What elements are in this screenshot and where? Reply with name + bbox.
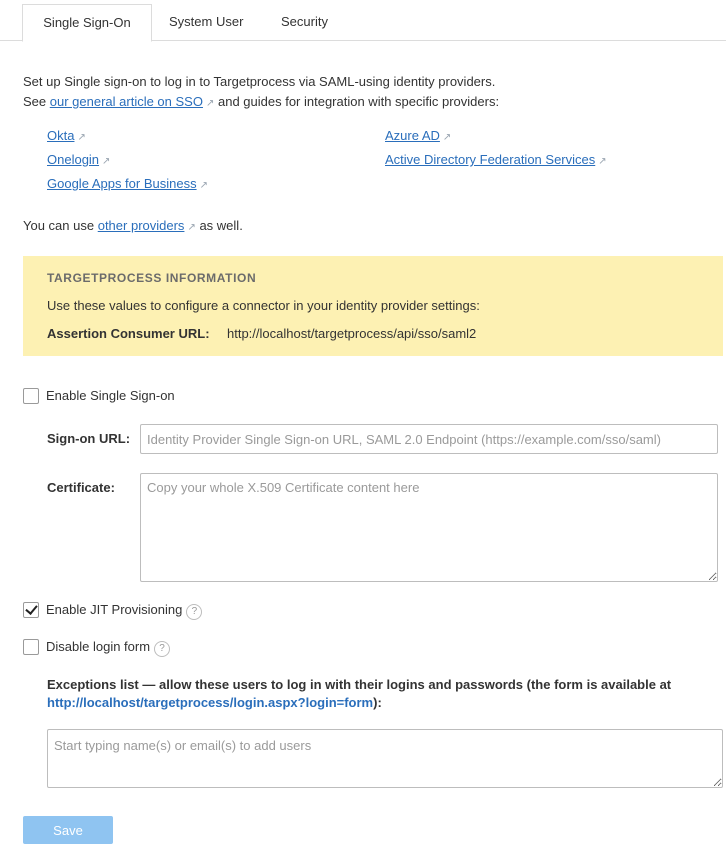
provider-onelogin: [47, 152, 110, 167]
other-providers-link[interactable]: other providers: [97, 218, 185, 233]
info-description: Use these values to configure a connector in your identity provider settings:: [47, 298, 480, 313]
info-title: TARGETPROCESS INFORMATION: [47, 271, 257, 285]
external-link-icon: ↗: [442, 132, 452, 143]
tab-bar: [0, 0, 726, 41]
external-link-icon: ↗: [77, 132, 86, 143]
sso-article-link[interactable]: our general article on SSO: [49, 94, 203, 109]
sign-on-url-label: Sign-on URL:: [47, 431, 131, 446]
external-link-icon: ↗: [199, 180, 208, 191]
other-suffix: as well.: [199, 218, 243, 233]
provider-adfs: [385, 152, 607, 167]
jit-row[interactable]: [23, 602, 202, 622]
exceptions-text: Exceptions list — allow these users to log in with their logins and passwords (the form is available at: [47, 677, 672, 692]
save-button[interactable]: Save: [23, 816, 113, 844]
intro-see: See: [23, 94, 47, 109]
jit-checkbox[interactable]: [23, 602, 39, 618]
intro-text: [23, 72, 499, 114]
acs-label: Assertion Consumer URL:: [47, 326, 210, 341]
external-link-icon: ↗: [102, 156, 111, 167]
enable-sso-checkbox[interactable]: [23, 388, 39, 404]
jit-label[interactable]: Enable JIT Provisioning: [46, 602, 183, 617]
targetprocess-info-panel: [23, 256, 723, 356]
enable-sso-row[interactable]: [23, 388, 175, 408]
help-icon[interactable]: ?: [154, 641, 170, 657]
tab-system-user[interactable]: System User: [169, 14, 244, 29]
onelogin-link[interactable]: Onelogin: [47, 152, 100, 167]
okta-link[interactable]: Okta: [47, 128, 75, 143]
google-apps-link[interactable]: Google Apps for Business: [47, 176, 197, 191]
exceptions-description: [47, 676, 687, 712]
disable-login-row[interactable]: [23, 639, 170, 659]
login-form-url[interactable]: http://localhost/targetprocess/login.aspx?login=form: [47, 695, 374, 710]
provider-google: [47, 176, 208, 191]
external-link-icon: ↗: [187, 222, 196, 233]
enable-sso-label[interactable]: Enable Single Sign-on: [46, 388, 175, 403]
sign-on-url-input[interactable]: [140, 424, 718, 454]
help-icon[interactable]: ?: [186, 604, 202, 620]
other-providers-text: [23, 218, 243, 233]
exceptions-input[interactable]: [47, 729, 723, 788]
azure-ad-link[interactable]: Azure AD: [385, 128, 440, 143]
disable-login-checkbox[interactable]: [23, 639, 39, 655]
external-link-icon: ↗: [205, 98, 215, 109]
tab-security[interactable]: Security: [281, 14, 328, 29]
disable-login-label[interactable]: Disable login form: [46, 639, 151, 654]
other-prefix: You can use: [23, 218, 95, 233]
intro-line-2: [23, 92, 499, 114]
certificate-label: Certificate:: [47, 480, 115, 495]
adfs-link[interactable]: Active Directory Federation Services: [385, 152, 596, 167]
tab-single-sign-on[interactable]: Single Sign-On: [22, 4, 152, 42]
provider-azure: [385, 128, 451, 143]
provider-okta: [47, 128, 86, 143]
certificate-textarea[interactable]: [140, 473, 718, 582]
exceptions-suffix: ):: [373, 695, 382, 710]
acs-value: http://localhost/targetprocess/api/sso/saml2: [227, 326, 477, 341]
intro-line-1: Set up Single sign-on to log in to Targetprocess via SAML-using identity providers.: [23, 74, 496, 89]
external-link-icon: ↗: [598, 156, 607, 167]
intro-guides: and guides for integration with specific providers:: [217, 94, 500, 109]
